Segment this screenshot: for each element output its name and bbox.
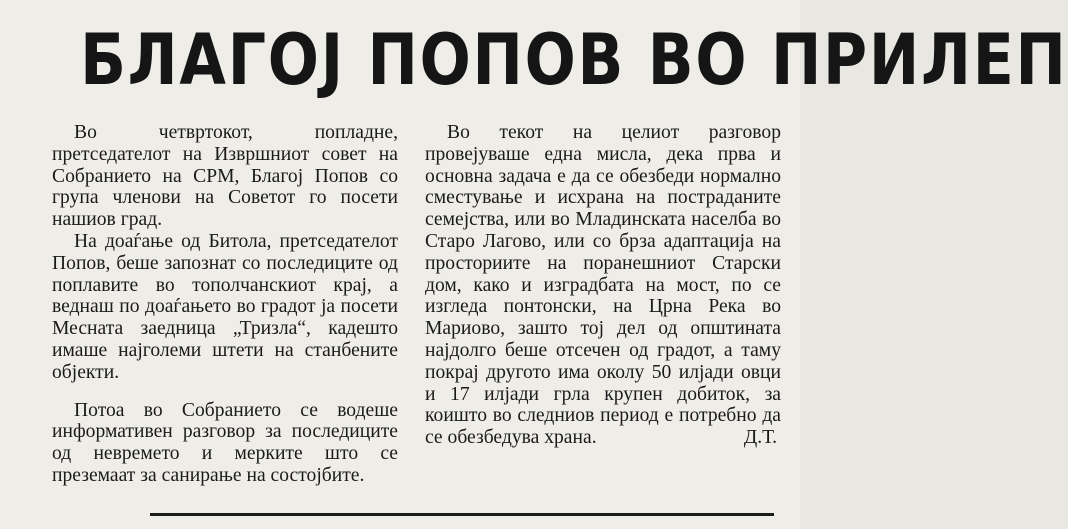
left-paragraph-2: На доаѓање од Битола, претседателот Попов, беше запознат со последиците од поплавите во тополчанскиот крај, а веднаш по доаѓањето во градот ја посети Месната заедница „Тризла“, кадешто имаше најголеми штети на станбените објекти. xyxy=(52,230,398,383)
right-paragraph-1: Во текот на целиот разговор провејуваше една мисла, дека прва и основна задача е да се обезбеди нормално сместување и исхрана на постраданите семејства, или во Младинската населба во Старо Лагово, или со брза адаптација на просториите на поранешниот Старски дом, како и изградбата на мост, по се изгледа понтонски, на Црна Река во Мариово, зашто тој дел од општината најдолго беше отсечен од градот, а таму покрај другото има околу 50 илјади овци и 17 илјади грла крупен добиток, за коишто во следниов период е потребно да се обезбедува храна. xyxy=(425,122,781,449)
author-signature: Д.Т. xyxy=(743,426,777,448)
right-column xyxy=(425,122,781,449)
left-paragraph-3: Потоа во Собранието се водеше информативен разговор за последиците од невремето и мерките што се преземаат за санирање на состојбите. xyxy=(52,399,398,486)
bottom-divider xyxy=(150,513,774,516)
article-headline: БЛАГОЈ ПОПОВ ВО ПРИЛЕП xyxy=(80,19,1068,101)
left-column xyxy=(52,122,398,487)
left-paragraph-1: Во четвртокот, попладне, претседателот на Извршниот совет на Собранието на СРМ, Благој Попов со група членови на Советот го посети нашиов град. xyxy=(52,122,398,231)
